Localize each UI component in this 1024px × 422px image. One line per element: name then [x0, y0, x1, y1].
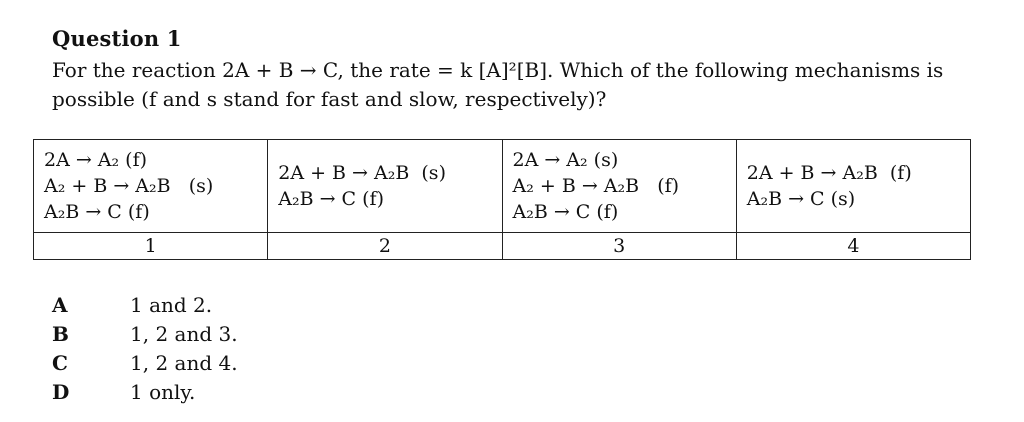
- mechanism-step: A₂B → C (f): [512, 201, 619, 223]
- mechanism-step: A₂B → C (f): [44, 201, 150, 223]
- mechanism-step: 2A → A₂ (s): [512, 149, 619, 171]
- mechanism-step: 2A → A₂ (f): [44, 149, 148, 171]
- option-b[interactable]: [52, 319, 238, 348]
- mechanism-step: 2A + B → A₂B (s): [278, 162, 446, 184]
- question-stem-line-1: For the reaction 2A + B → C, the rate = k [A]²[B]. Which of the following mechanisms is: [52, 58, 944, 82]
- mechanism-cell-2: [268, 140, 502, 233]
- mechanism-numbers-row: [34, 233, 971, 260]
- option-text: 1 and 2.: [130, 292, 213, 317]
- option-a[interactable]: [52, 290, 238, 319]
- option-d[interactable]: [52, 377, 238, 406]
- mechanism-number-4: 4: [736, 233, 970, 260]
- mechanism-step: A₂B → C (s): [746, 188, 856, 210]
- option-text: 1 only.: [130, 379, 196, 404]
- mechanism-number-1: 1: [34, 233, 268, 260]
- option-letter: D: [52, 379, 70, 404]
- mechanism-step: A₂ + B → A₂B (s): [44, 175, 214, 197]
- mechanism-cell-1: [34, 140, 268, 233]
- question-stem-line-2: possible (f and s stand for fast and slow, respectively)?: [52, 87, 607, 111]
- option-text: 1, 2 and 4.: [130, 350, 238, 375]
- option-text: 1, 2 and 3.: [130, 321, 238, 346]
- mechanism-number-3: 3: [502, 233, 736, 260]
- mechanism-step: A₂ + B → A₂B (f): [512, 175, 680, 197]
- option-letter: A: [52, 292, 68, 317]
- mechanisms-table: [33, 139, 971, 260]
- mechanism-number-2: 2: [268, 233, 502, 260]
- mechanism-cell-3: [502, 140, 736, 233]
- mechanism-cell-4: [736, 140, 970, 233]
- option-letter: C: [52, 350, 68, 375]
- mechanism-step: 2A + B → A₂B (f): [746, 162, 912, 184]
- mechanism-step: A₂B → C (f): [278, 188, 384, 210]
- mechanisms-row: [34, 140, 971, 233]
- answer-options: [52, 290, 238, 406]
- question-title: Question 1: [52, 26, 182, 51]
- question-stem: [52, 56, 992, 114]
- option-c[interactable]: [52, 348, 238, 377]
- option-letter: B: [52, 321, 69, 346]
